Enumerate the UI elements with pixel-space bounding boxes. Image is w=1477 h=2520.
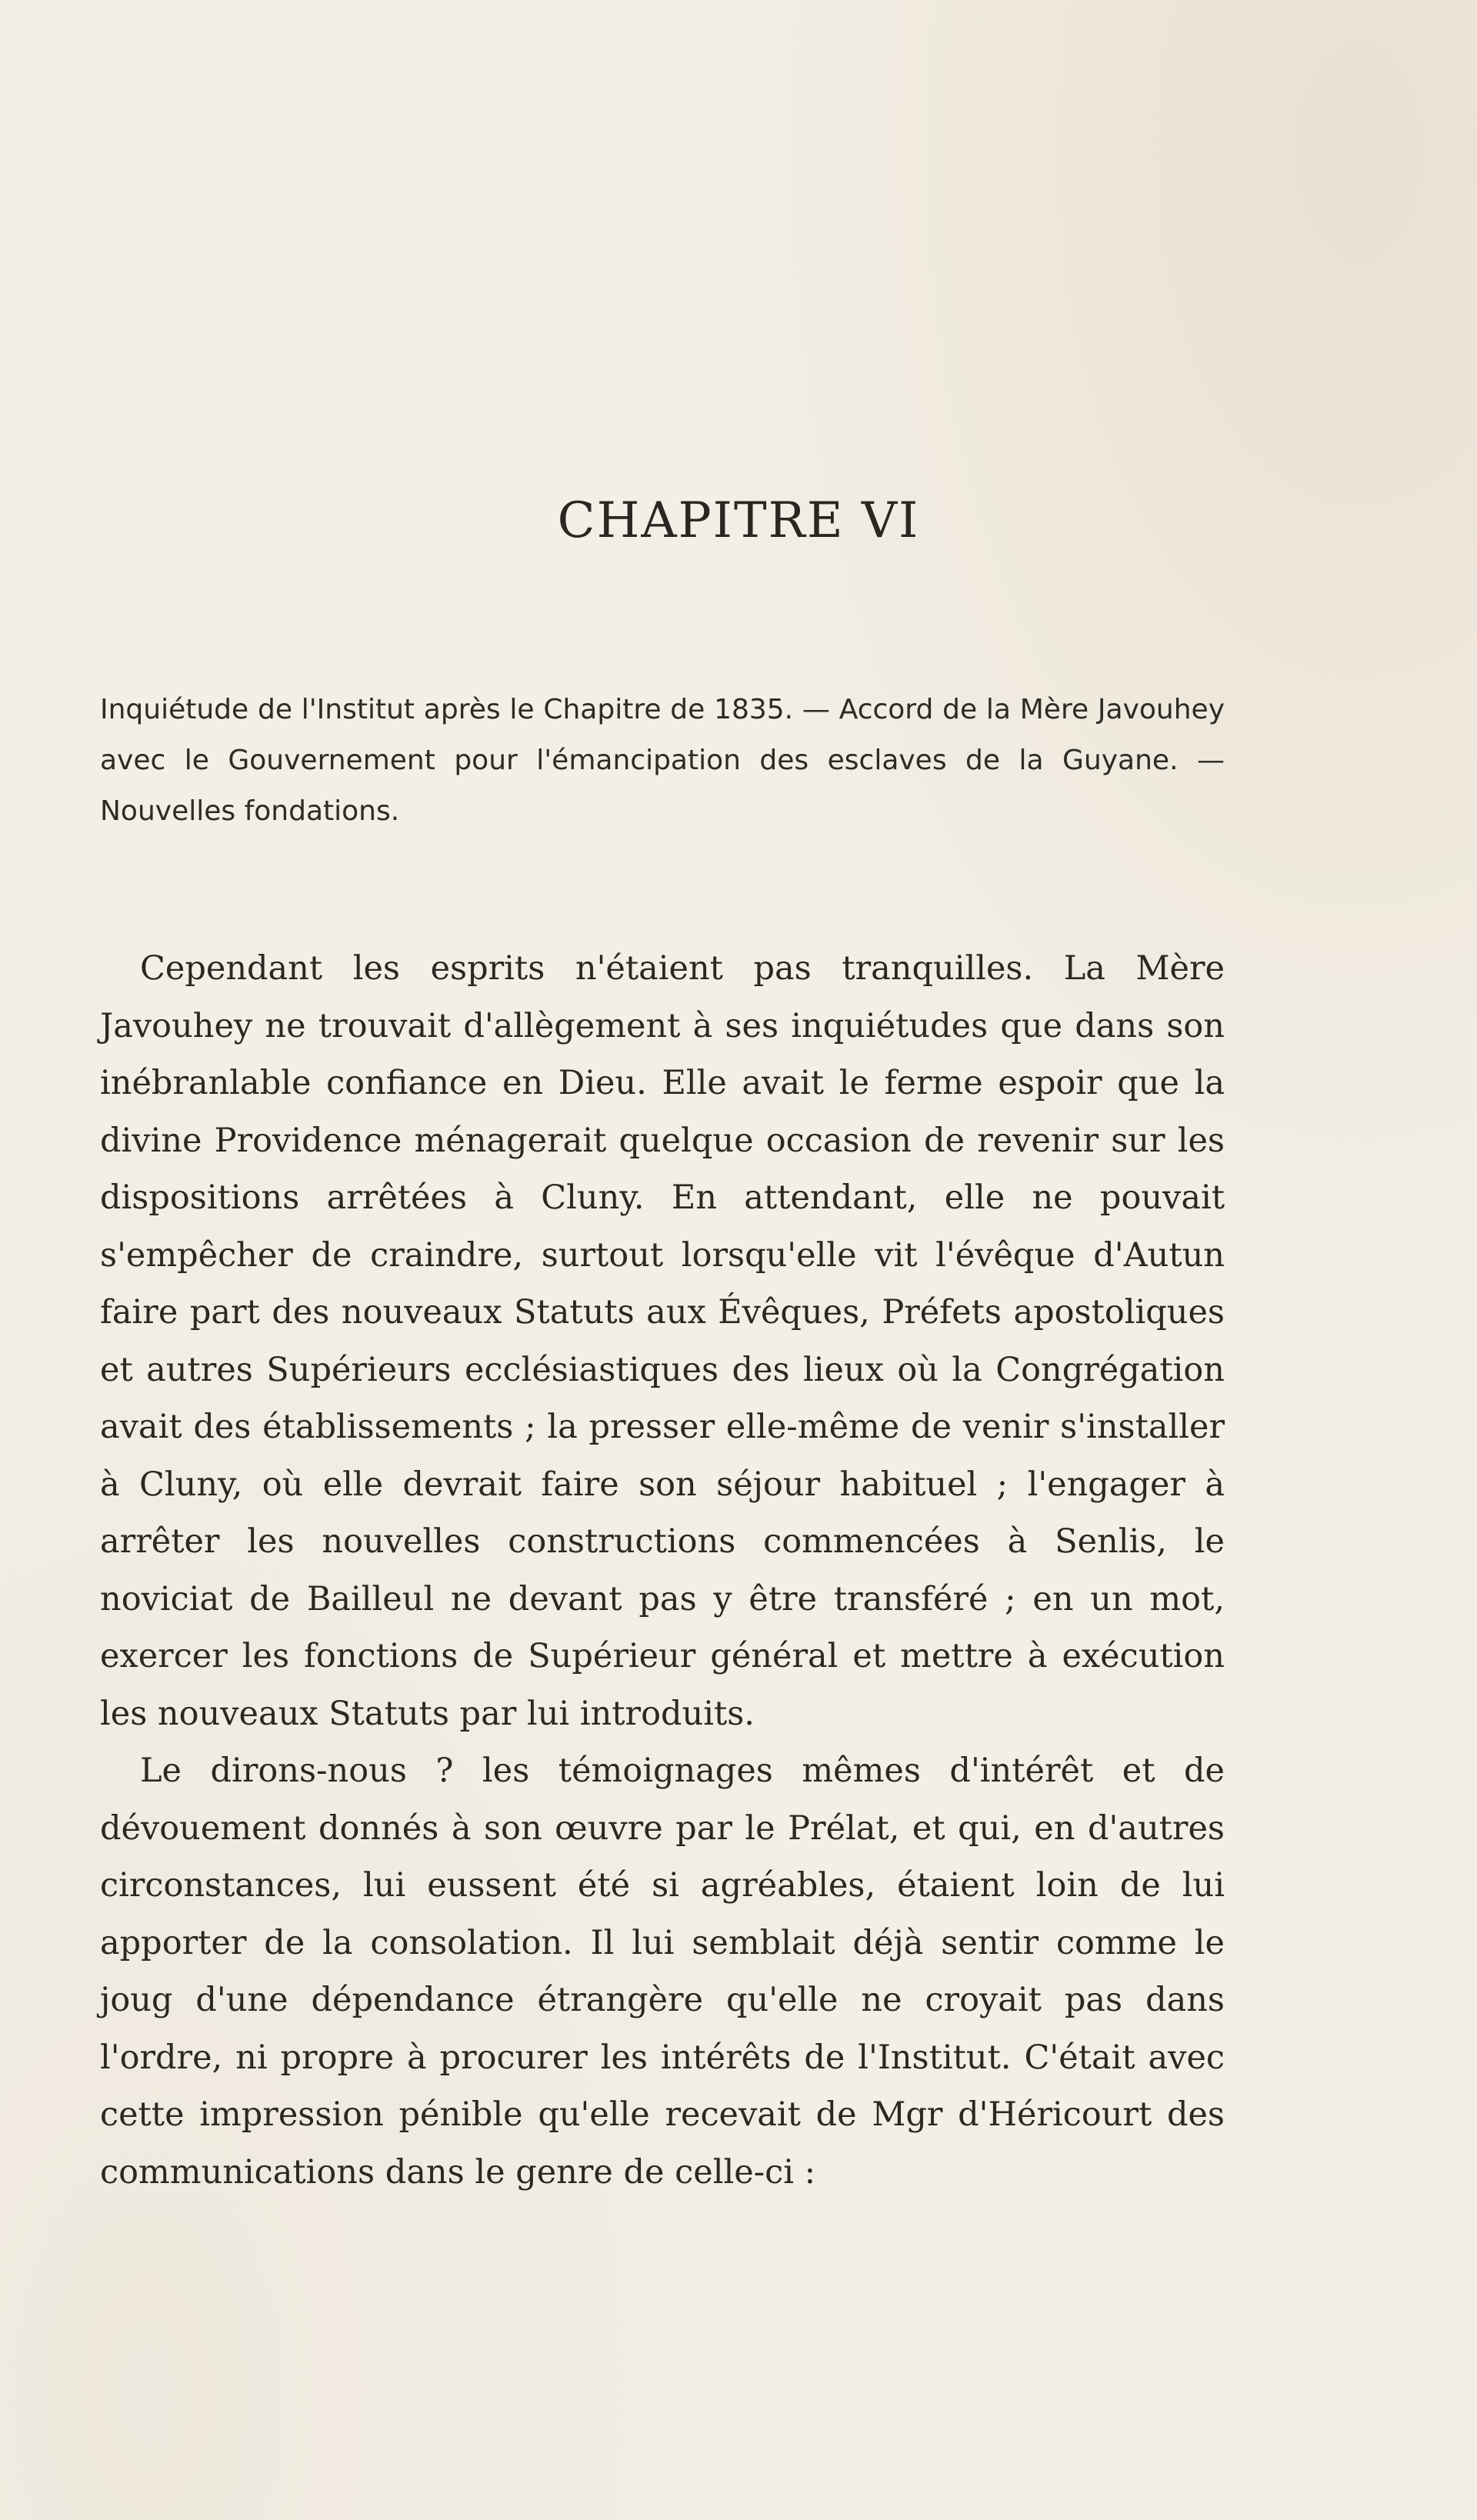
paragraph-2: Le dirons-nous ? les témoignages mêmes d'intérêt et de dévouement donnés à son œuvre par le Prélat, et qui, en d'autres circonstances, lui eussent été si agréables, étaient loin de lui apporter de la consolation. Il lui semblait déjà sentir comme le joug d'une dépendance étrangère qu'elle ne croyait pas dans l'ordre, ni propre à procurer les intérêts de l'Institut. C'était avec cette impression pénible qu'elle recevait de Mgr d'Héricourt des communications dans le genre de celle-ci :: [100, 1752, 1225, 2192]
chapter-summary: Inquiétude de l'Institut après le Chapitre de 1835. — Accord de la Mère Javouhey avec le Gouvernement pour l'émancipation des esclaves de la Guyane. — Nouvelles fondations.: [100, 694, 1225, 827]
body-text: [100, 940, 1225, 2201]
chapter-title: CHAPITRE VI: [557, 492, 920, 549]
paragraph-1: Cependant les esprits n'étaient pas tranquilles. La Mère Javouhey ne trouvait d'allègement à ses inquiétudes que dans son inébranlable confiance en Dieu. Elle avait le ferme espoir que la divine Providence ménagerait quelque occasion de revenir sur les dispositions arrêtées à Cluny. En attendant, elle ne pouvait s'empêcher de craindre, surtout lorsqu'elle vit l'évêque d'Autun faire part des nouveaux Statuts aux Évêques, Préfets apostoliques et autres Supérieurs ecclésiastiques des lieux où la Congrégation avait des établissements ; la presser elle-même de venir s'installer à Cluny, où elle devrait faire son séjour habituel ; l'engager à arrêter les nouvelles constructions commencées à Senlis, le noviciat de Bailleul ne devant pas y être transféré ; en un mot, exercer les fonctions de Supérieur général et mettre à exécution les nouveaux Statuts par lui introduits.: [100, 949, 1225, 1733]
